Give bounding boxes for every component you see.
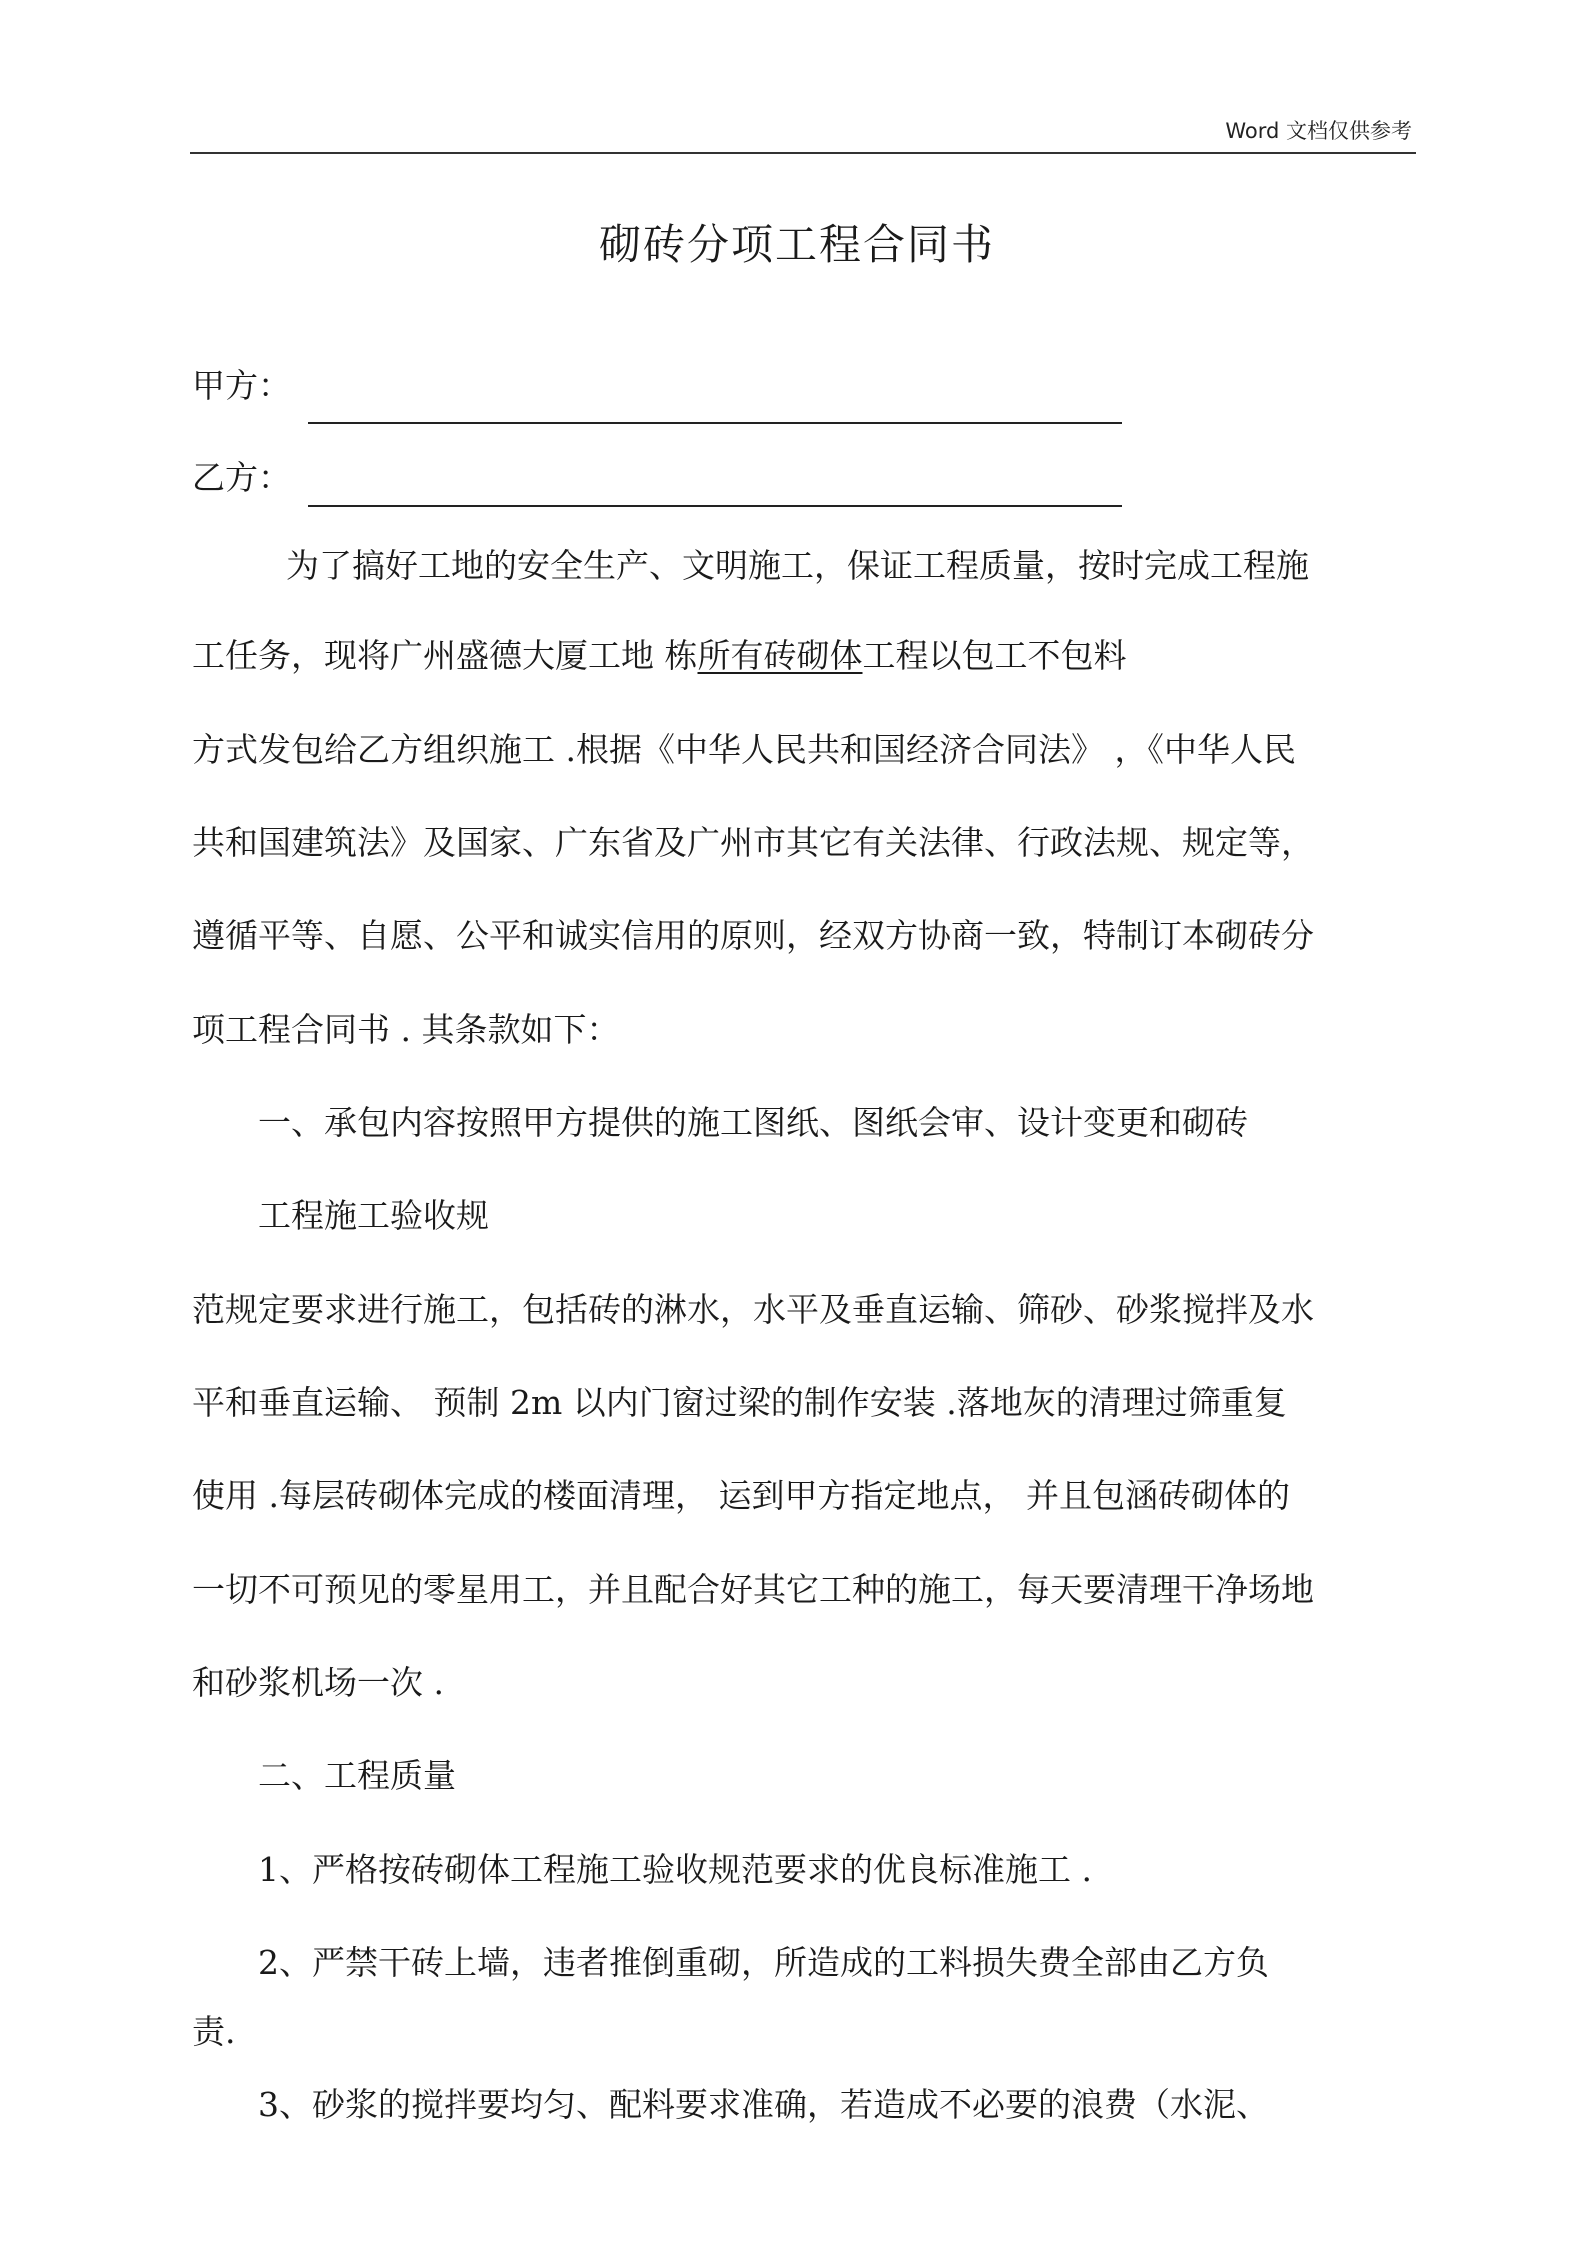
section-line: 工程施工验收规 [258,1196,489,1235]
document-title: 砌砖分项工程合同书 [598,220,995,269]
paragraph-line [192,636,1127,676]
section-line: 使用 .每层砖砌体完成的楼面清理， 运到甲方指定地点， 并且包涵砖砌体的 [192,1476,1290,1515]
party-b-blank-line [308,505,1122,507]
list-item-continuation: 责. [192,2012,236,2051]
paragraph-line: 共和国建筑法》及国家、广东省及广州市其它有关法律、行政法规、规定等， [192,823,1314,862]
section-line: 范规定要求进行施工，包括砖的淋水，水平及垂直运输、筛砂、砂浆搅拌及水 [192,1290,1314,1329]
party-a-label: 甲方： [192,366,291,405]
list-item: 3、砂浆的搅拌要均匀、配料要求准确，若造成不必要的浪费（水泥、 [258,2085,1269,2124]
paragraph-text: 工程以包工不包料 [862,636,1127,675]
header-note: Word 文档仅供参考 [1225,119,1412,143]
party-a-blank-line [308,422,1122,424]
paragraph-line: 项工程合同书 . 其条款如下： [192,1010,620,1049]
list-item: 2、严禁干砖上墙，违者推倒重砌，所造成的工料损失费全部由乙方负 [258,1943,1269,1982]
section-heading: 二、工程质量 [258,1756,456,1795]
section-line: 一切不可预见的零星用工，并且配合好其它工种的施工，每天要清理干净场地 [192,1570,1314,1609]
section-line: 和砂浆机场一次 . [192,1663,444,1702]
party-b-label: 乙方： [192,458,291,497]
underlined-text: 所有砖砌体 [697,636,863,675]
list-item: 1、严格按砖砌体工程施工验收规范要求的优良标准施工 . [258,1850,1092,1889]
paragraph-line: 方式发包给乙方组织施工 .根据《中华人民共和国经济合同法》 ，《中华人民 [192,730,1296,769]
paragraph-text: 工任务，现将广州盛德大厦工地 栋 [192,636,698,675]
section-line: 平和垂直运输、 预制 2m 以内门窗过梁的制作安装 .落地灰的清理过筛重复 [192,1383,1287,1422]
header-divider [190,152,1416,154]
section-line: 一、承包内容按照甲方提供的施工图纸、图纸会审、设计变更和砌砖 [258,1103,1248,1142]
paragraph-line: 遵循平等、自愿、公平和诚实信用的原则，经双方协商一致，特制订本砌砖分 [192,916,1314,955]
paragraph-line: 为了搞好工地的安全生产、文明施工，保证工程质量，按时完成工程施 [286,546,1309,585]
